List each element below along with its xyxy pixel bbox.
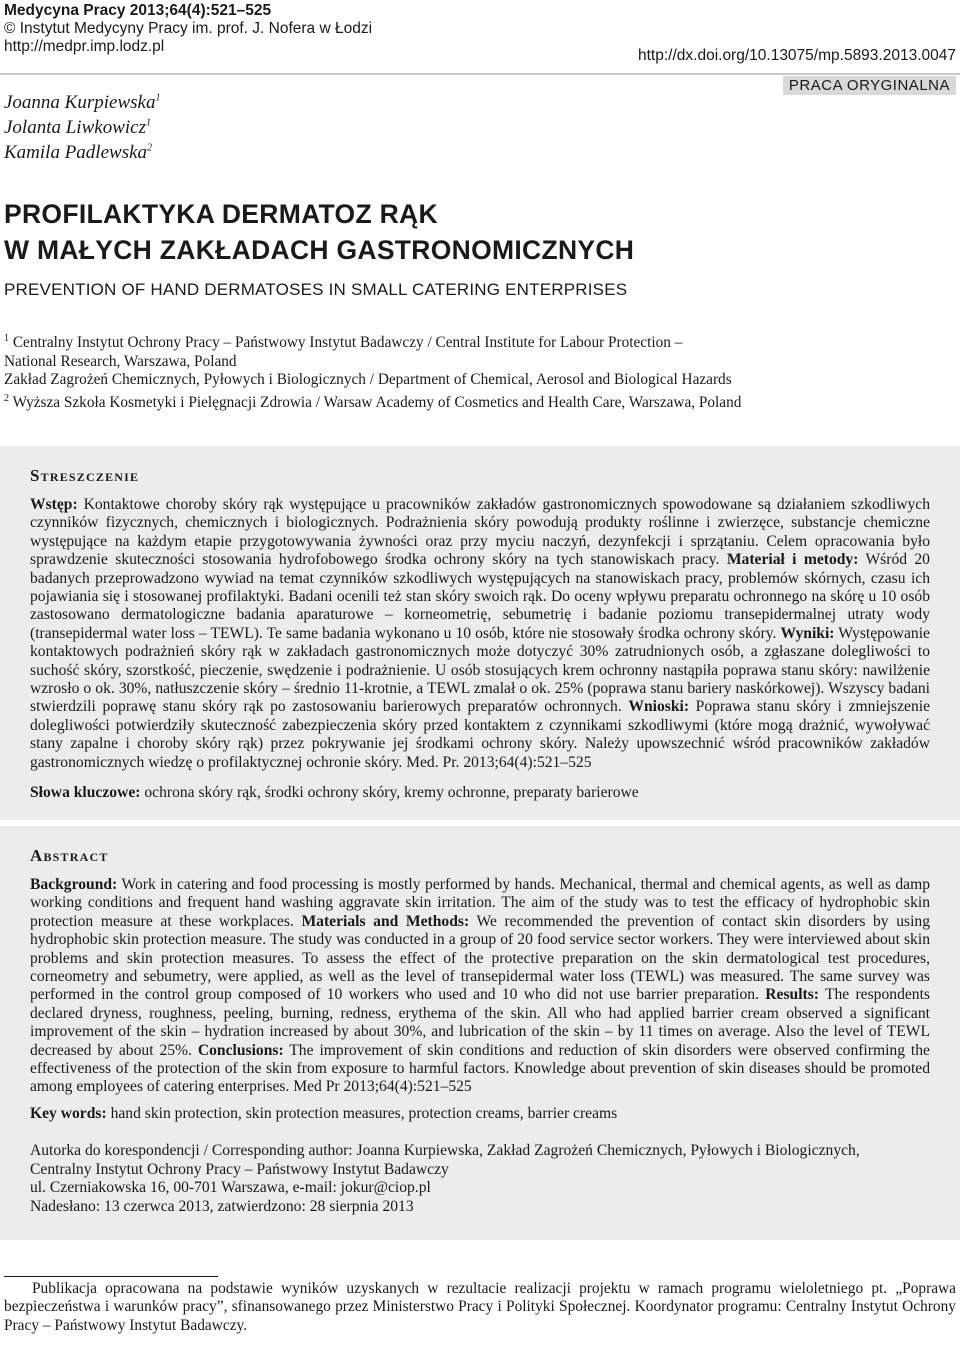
article-title-en: PREVENTION OF HAND DERMATOSES IN SMALL CATERING ENTERPRISES bbox=[4, 280, 628, 299]
keywords-pl: Słowa kluczowe: ochrona skóry rąk, środki ochrony skóry, kremy ochronne, preparaty barierowe bbox=[30, 784, 639, 802]
author-name: Joanna Kurpiewska$^1$ bbox=[4, 92, 161, 113]
abstract-pl-text: Wstęp: Kontaktowe choroby skóry rąk występujące u pracowników zakładów gastronomicznych spowodowane są działaniem szkodliwych czynników fizycznych, chemicznych i biologicznych. Podrażnienia skóry powodują produkty roślinne i zwierzęce, substancje chemiczne występujące na każdym etapie przygotowywania żywności oraz przy myciu naczyń, dezynfekcji i sprzątaniu. Celem opracowania było sprawdzenie skuteczności stosowania hydrofobowego środka ochrony skóry na tych stanowiskach pracy. Materiał i metody: Wśród 20 badanych przeprowadzono wywiad na temat czynników szkodliwych występujących na stanowiskach pracy, problemów skórnych, czasu ich pojawiania się i stosowanej profilaktyki. Badani ocenili też stan skóry swoich rąk. Do oceny wpływu preparatu ochronnego na skórę u 10 osób zastosowano dermatologiczne badania aparaturowe – korneometrię, sebumetrię i badanie poziomu transepidermalnej utraty wody (transepidermal water loss – TEWL). Te same badania wykonano u 10 osób, które nie stosowały środka ochrony skóry. Wyniki: Występowanie kontaktowych podrażnień skóry rąk w zakładach gastronomicznych może dotyczyć 30% zatrudnionych osób, a zgłaszane dolegliwości to suchość skóry, szorstkość, pieczenie, swędzenie i podrażnienie. U osób stosujących krem ochronny nastąpiła poprawa stanu skóry: nawilżenie wzrosło o ok. 30%, natłuszczenie skóry – średnio 11-krotnie, a TEWL zmalał o ok. 25% (poprawa stanu bariery naskórkowej). Wszyscy badani stwierdzili poprawę stanu skóry rąk po zastosowaniu barierowych preparatów ochronnych. Wnioski: Poprawa stanu skóry i zmniejszenie dolegliwości potwierdziły skuteczność zabezpieczenia skóry przed kontaktem z czynnikami szkodliwymi (które mogą drażnić, wywoływać stany zapalne i choroby skóry rąk) przez pokrywanie jej środkami ochrony skóry. Należy upowszechnić wśród pracowników zakładów gastronomicznych wiedzę o profilaktycznej ochronie skóry. Med. Pr. 2013;64(4):521–525 bbox=[30, 496, 931, 771]
affiliation-2: $^2$ Wyższa Szkoła Kosmetyki i Pielęgnacji Zdrowia / Warsaw Academy of Cosmetics and Health Care, Warszawa, Poland bbox=[4, 392, 742, 411]
article-title-pl: PROFILAKTYKA DERMATOZ RĄK W MAŁYCH ZAKŁADACH GASTRONOMICZNYCH bbox=[4, 199, 635, 265]
affiliation-1: $^1$ Centralny Instytut Ochrony Pracy – Państwowy Instytut Badawczy / Central Institute for Labour Protection – bbox=[4, 332, 683, 351]
publisher-line: © Instytut Medycyny Pracy im. prof. J. Nofera w Łodzi bbox=[4, 20, 373, 37]
journal-header bbox=[4, 2, 372, 56]
journal-website-link[interactable]: http://medpr.imp.lodz.pl bbox=[4, 38, 165, 55]
abstract-en-heading: Abstract bbox=[30, 846, 109, 865]
footnote-divider bbox=[4, 1276, 218, 1277]
header-divider bbox=[0, 73, 960, 75]
affiliations: $^1$ Centralny Instytut Ochrony Pracy – Państwowy Instytut Badawczy / Central Institute for Labour Protection – National Research, Warszawa, Poland Zakład Zagrożeń Chemicznych, Pyłowych i Biologicznych / Department of Chemical, Aerosol and Biological Hazards $^2$ Wyższa Szkoła Kosmetyki i Pielęgnacji Zdrowia / Warsaw Academy of Cosmetics and Health Care, Warszawa, Poland bbox=[4, 334, 954, 412]
author-name: Jolanta Liwkowicz$^1$ bbox=[4, 117, 151, 138]
article-type-badge: PRACA ORYGINALNA bbox=[783, 76, 956, 95]
footnote: Publikacja opracowana na podstawie wyników uzyskanych w rezultacie realizacji projektu w ramach programu wieloletniego pt. „Poprawa bezpieczeństwa i warunków pracy”, sfinansowanego przez Ministerstwo Pracy i Polityki Społecznej. Koordynator programu: Centralny Instytut Ochrony Pracy – Państwowy Instytut Badawczy. bbox=[4, 1280, 956, 1334]
corresponding-author: Autorka do korespondencji / Corresponding author: Joanna Kurpiewska, Zakład Zagrożeń Chemicznych, Pyłowych i Biologicznych, Centralny Instytut Ochrony Pracy – Państwowy Instytut Badawczy ul. Czerniakowska 16, 00-701 Warszawa, e-mail: jokur@ciop.pl Nadesłano: 13 czerwca 2013, zatwierdzono: 28 sierpnia 2013 bbox=[30, 1142, 860, 1215]
journal-citation: Medycyna Pracy 2013;64(4):521–525 bbox=[4, 2, 272, 19]
abstract-pl-box bbox=[0, 446, 960, 820]
abstract-en-text: Background: Work in catering and food processing is mostly performed by hands. Mechanical, thermal and chemical agents, as well as damp working conditions and frequent hand washing aggravate skin irritation. The aim of the study was to test the efficacy of hydrophobic skin protection measure at these workplaces. Materials and Methods: We recommended the prevention of contact skin disorders by using hydrophobic skin protection measure. The study was conducted in a group of 20 food service sector workers. They were interviewed about skin problems and skin protection measures. To assess the effect of the protective preparation on the skin dermatological test procedures, corneometry and sebumetry, were applied, as well as the level of transepidermal water loss (TEWL) was measured. The same survey was performed in the control group composed of 10 workers who used and 10 who did not use barrier preparation. Results: The respondents declared dryness, roughness, peeling, burning, redness, erythema of the skin. All who had applied barrier cream observed a significant improvement of the skin – hydration increased by about 30%, and lubrication of the skin – by 11 times on average. Also the level of TEWL decreased by about 25%. Conclusions: The improvement of skin conditions and reduction of skin disorders were observed confirming the effectiveness of the protection of the skin from exposure to harmful factors. Knowledge about prevention of skin diseases should be promoted among employees of catering enterprises. Med Pr 2013;64(4):521–525 bbox=[30, 876, 930, 1096]
keywords-en: Key words: hand skin protection, skin protection measures, protection creams, barrier creams bbox=[30, 1104, 618, 1122]
author-list bbox=[4, 90, 160, 165]
abstract-en-box bbox=[0, 826, 960, 1240]
author-name: Kamila Padlewska$^2$ bbox=[4, 142, 153, 163]
doi-link[interactable]: http://dx.doi.org/10.13075/mp.5893.2013.0047 bbox=[638, 47, 956, 64]
abstract-pl-heading: Streszczenie bbox=[30, 466, 140, 485]
